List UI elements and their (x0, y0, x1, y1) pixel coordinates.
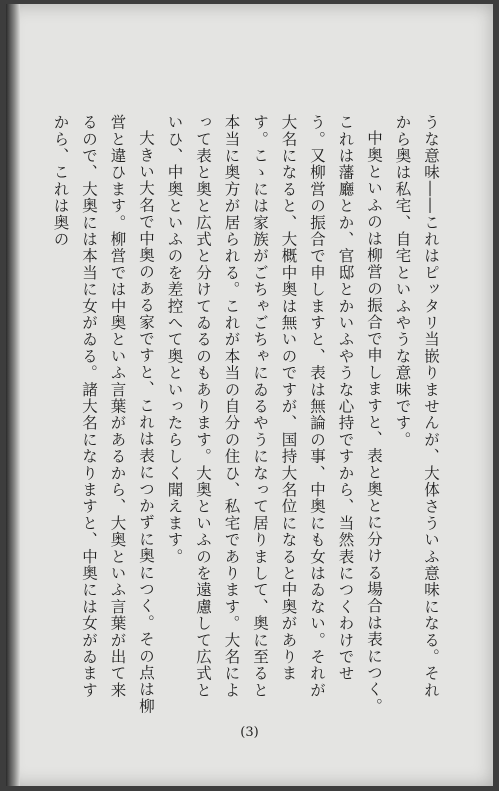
vertical-text-body (45, 114, 445, 714)
binding-gutter (6, 4, 20, 786)
page-number: (3) (240, 725, 259, 740)
book-page (6, 4, 493, 786)
paragraph-daimyo: 大きい大名で中奥のある家ですと、これは表につかずに奥につく。その点は柳営と違ひます。柳営では中奥といふ言葉があるから、大奥といふ言葉が出て来るので、大奥には本当に女がゐる。諸大名になりますと、中奥には女がゐますから、これは奥の (51, 114, 155, 714)
paragraph-nakaoku: 中奥といふのは柳営の振合で申しますと、表と奥とに分ける場合は表につく。これは藩廳とか、官邸とかいふやうな心持ですから、当然表につくわけでせう。又柳営の振合で申しますと、表は無論の事、中奥にも女はゐない。それが大名になると、大概中奥は無いのですが、国持大名位になると中奥があります。こゝには家族がごちゃごちゃにゐるやうになって居りまして、奥に至ると本当に奥方が居られる。これが本当の自分の住ひ、私宅であります。大名によって表と奥と広式と分けてゐるのもあります。大奥といふのを遠慮して広式といひ、中奥といふのを差控へて奥といったらしく聞えます。 (165, 114, 383, 714)
paragraph-continuation: うな意味――これはピッタリ当嵌りませんが、大体さういふ意味になる。それから奥は私宅、自宅といふやうな意味です。 (393, 114, 440, 699)
